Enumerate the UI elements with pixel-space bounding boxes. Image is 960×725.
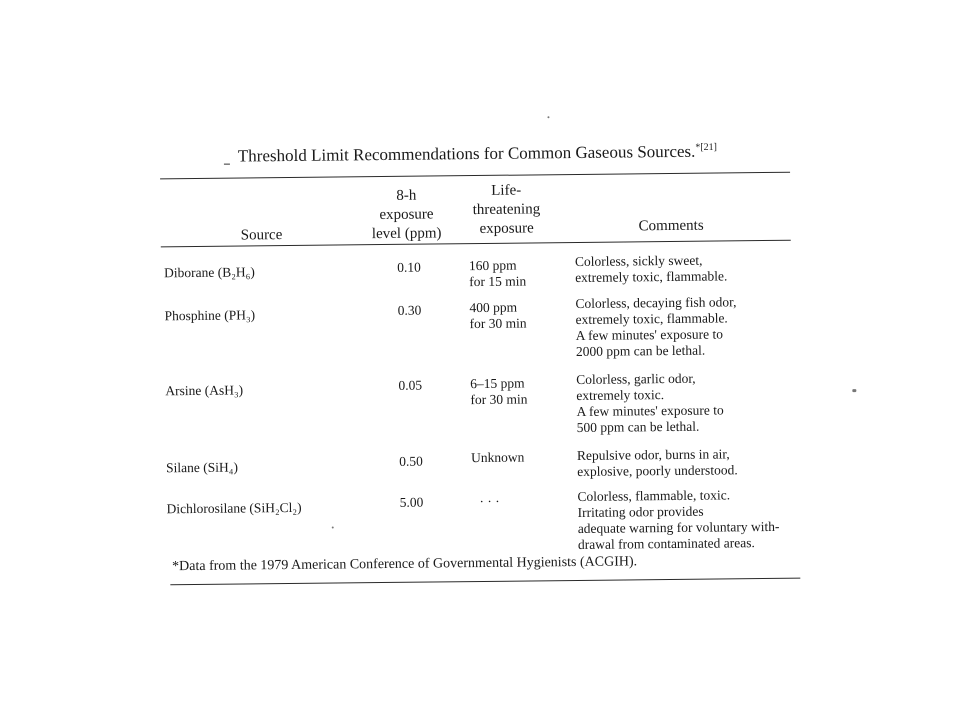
- bottom-rule: [170, 578, 800, 586]
- life-line: Unknown: [470, 449, 525, 466]
- comment-line: A few minutes' exposure to: [576, 402, 724, 419]
- comment-line: A few minutes' exposure to: [575, 326, 723, 343]
- life-line: 160 ppm: [468, 257, 517, 274]
- comment-line: Colorless, flammable, toxic.: [577, 487, 731, 504]
- title-footnote-marker: *[21]: [695, 141, 718, 154]
- header-level: [354, 186, 459, 244]
- row-life: [479, 494, 499, 510]
- scan-speck: [332, 527, 334, 529]
- header-comments: Comments: [638, 217, 704, 235]
- comment-line: Colorless, garlic odor,: [576, 370, 696, 387]
- header-life-line: exposure: [479, 220, 534, 237]
- life-line: for 30 min: [469, 315, 527, 332]
- life-line: for 30 min: [470, 391, 528, 408]
- row-source: Phosphine (PH₃): [164, 307, 256, 324]
- row-life: [471, 450, 524, 467]
- header-source: Source: [240, 227, 283, 244]
- row-comments: [577, 487, 779, 553]
- comment-line: extremely toxic, flammable.: [575, 310, 728, 327]
- comment-line: extremely toxic.: [576, 387, 665, 403]
- comment-line: 2000 ppm can be lethal.: [575, 342, 706, 359]
- comment-line: Colorless, sickly sweet,: [574, 252, 703, 269]
- life-line: · · ·: [479, 493, 500, 510]
- comment-line: adequate warning for voluntary with-: [577, 518, 780, 536]
- comment-line: Colorless, decaying fish odor,: [575, 294, 737, 311]
- scan-speck: [547, 116, 549, 118]
- life-line: 400 ppm: [469, 299, 518, 316]
- header-level-line: exposure: [379, 206, 434, 224]
- stray-mark: [224, 164, 230, 165]
- row-comments: [575, 252, 728, 286]
- header-level-line: 8-h: [396, 187, 417, 204]
- row-level: 0.50: [399, 453, 423, 469]
- row-level: 5.00: [399, 494, 424, 510]
- table-title: Threshold Limit Recommendations for Common Gaseous Sources.$^{*[21]}$: [237, 141, 718, 166]
- header-life-line: threatening: [472, 201, 541, 219]
- row-life: [470, 376, 527, 409]
- comment-line: extremely toxic, flammable.: [575, 268, 728, 285]
- life-line: for 15 min: [469, 273, 527, 290]
- comment-line: 500 ppm can be lethal.: [576, 418, 700, 435]
- top-rule: [160, 172, 790, 180]
- row-source: Dichlorosilane (SiH₂Cl₂): [166, 499, 302, 517]
- row-life: [469, 300, 526, 333]
- row-source: Silane (SiH₄): [166, 459, 239, 476]
- header-life: [458, 181, 555, 239]
- row-life: [469, 258, 526, 291]
- comment-line: explosive, poorly understood.: [577, 462, 738, 479]
- comment-line: Irritating odor provides: [577, 503, 704, 520]
- row-comments: [577, 446, 738, 480]
- row-source: Arsine (AsH₃): [165, 382, 244, 399]
- scan-speck: [852, 389, 856, 392]
- header-life-line: Life-: [491, 182, 522, 199]
- header-level-line: level (ppm): [371, 225, 442, 243]
- row-comments: [575, 294, 737, 360]
- row-level: 0.30: [397, 302, 422, 318]
- comment-line: drawal from contaminated areas.: [577, 535, 755, 552]
- comment-line: Repulsive odor, burns in air,: [576, 446, 730, 463]
- table-footnote: *Data from the 1979 American Conference of Governmental Hygienists (ACGIH).: [172, 554, 638, 575]
- row-source: Diborane (B₂H₆): [163, 264, 255, 281]
- row-level: 0.05: [398, 377, 423, 393]
- row-comments: [576, 370, 724, 436]
- row-level: 0.10: [397, 259, 421, 275]
- life-line: 6–15 ppm: [470, 375, 525, 392]
